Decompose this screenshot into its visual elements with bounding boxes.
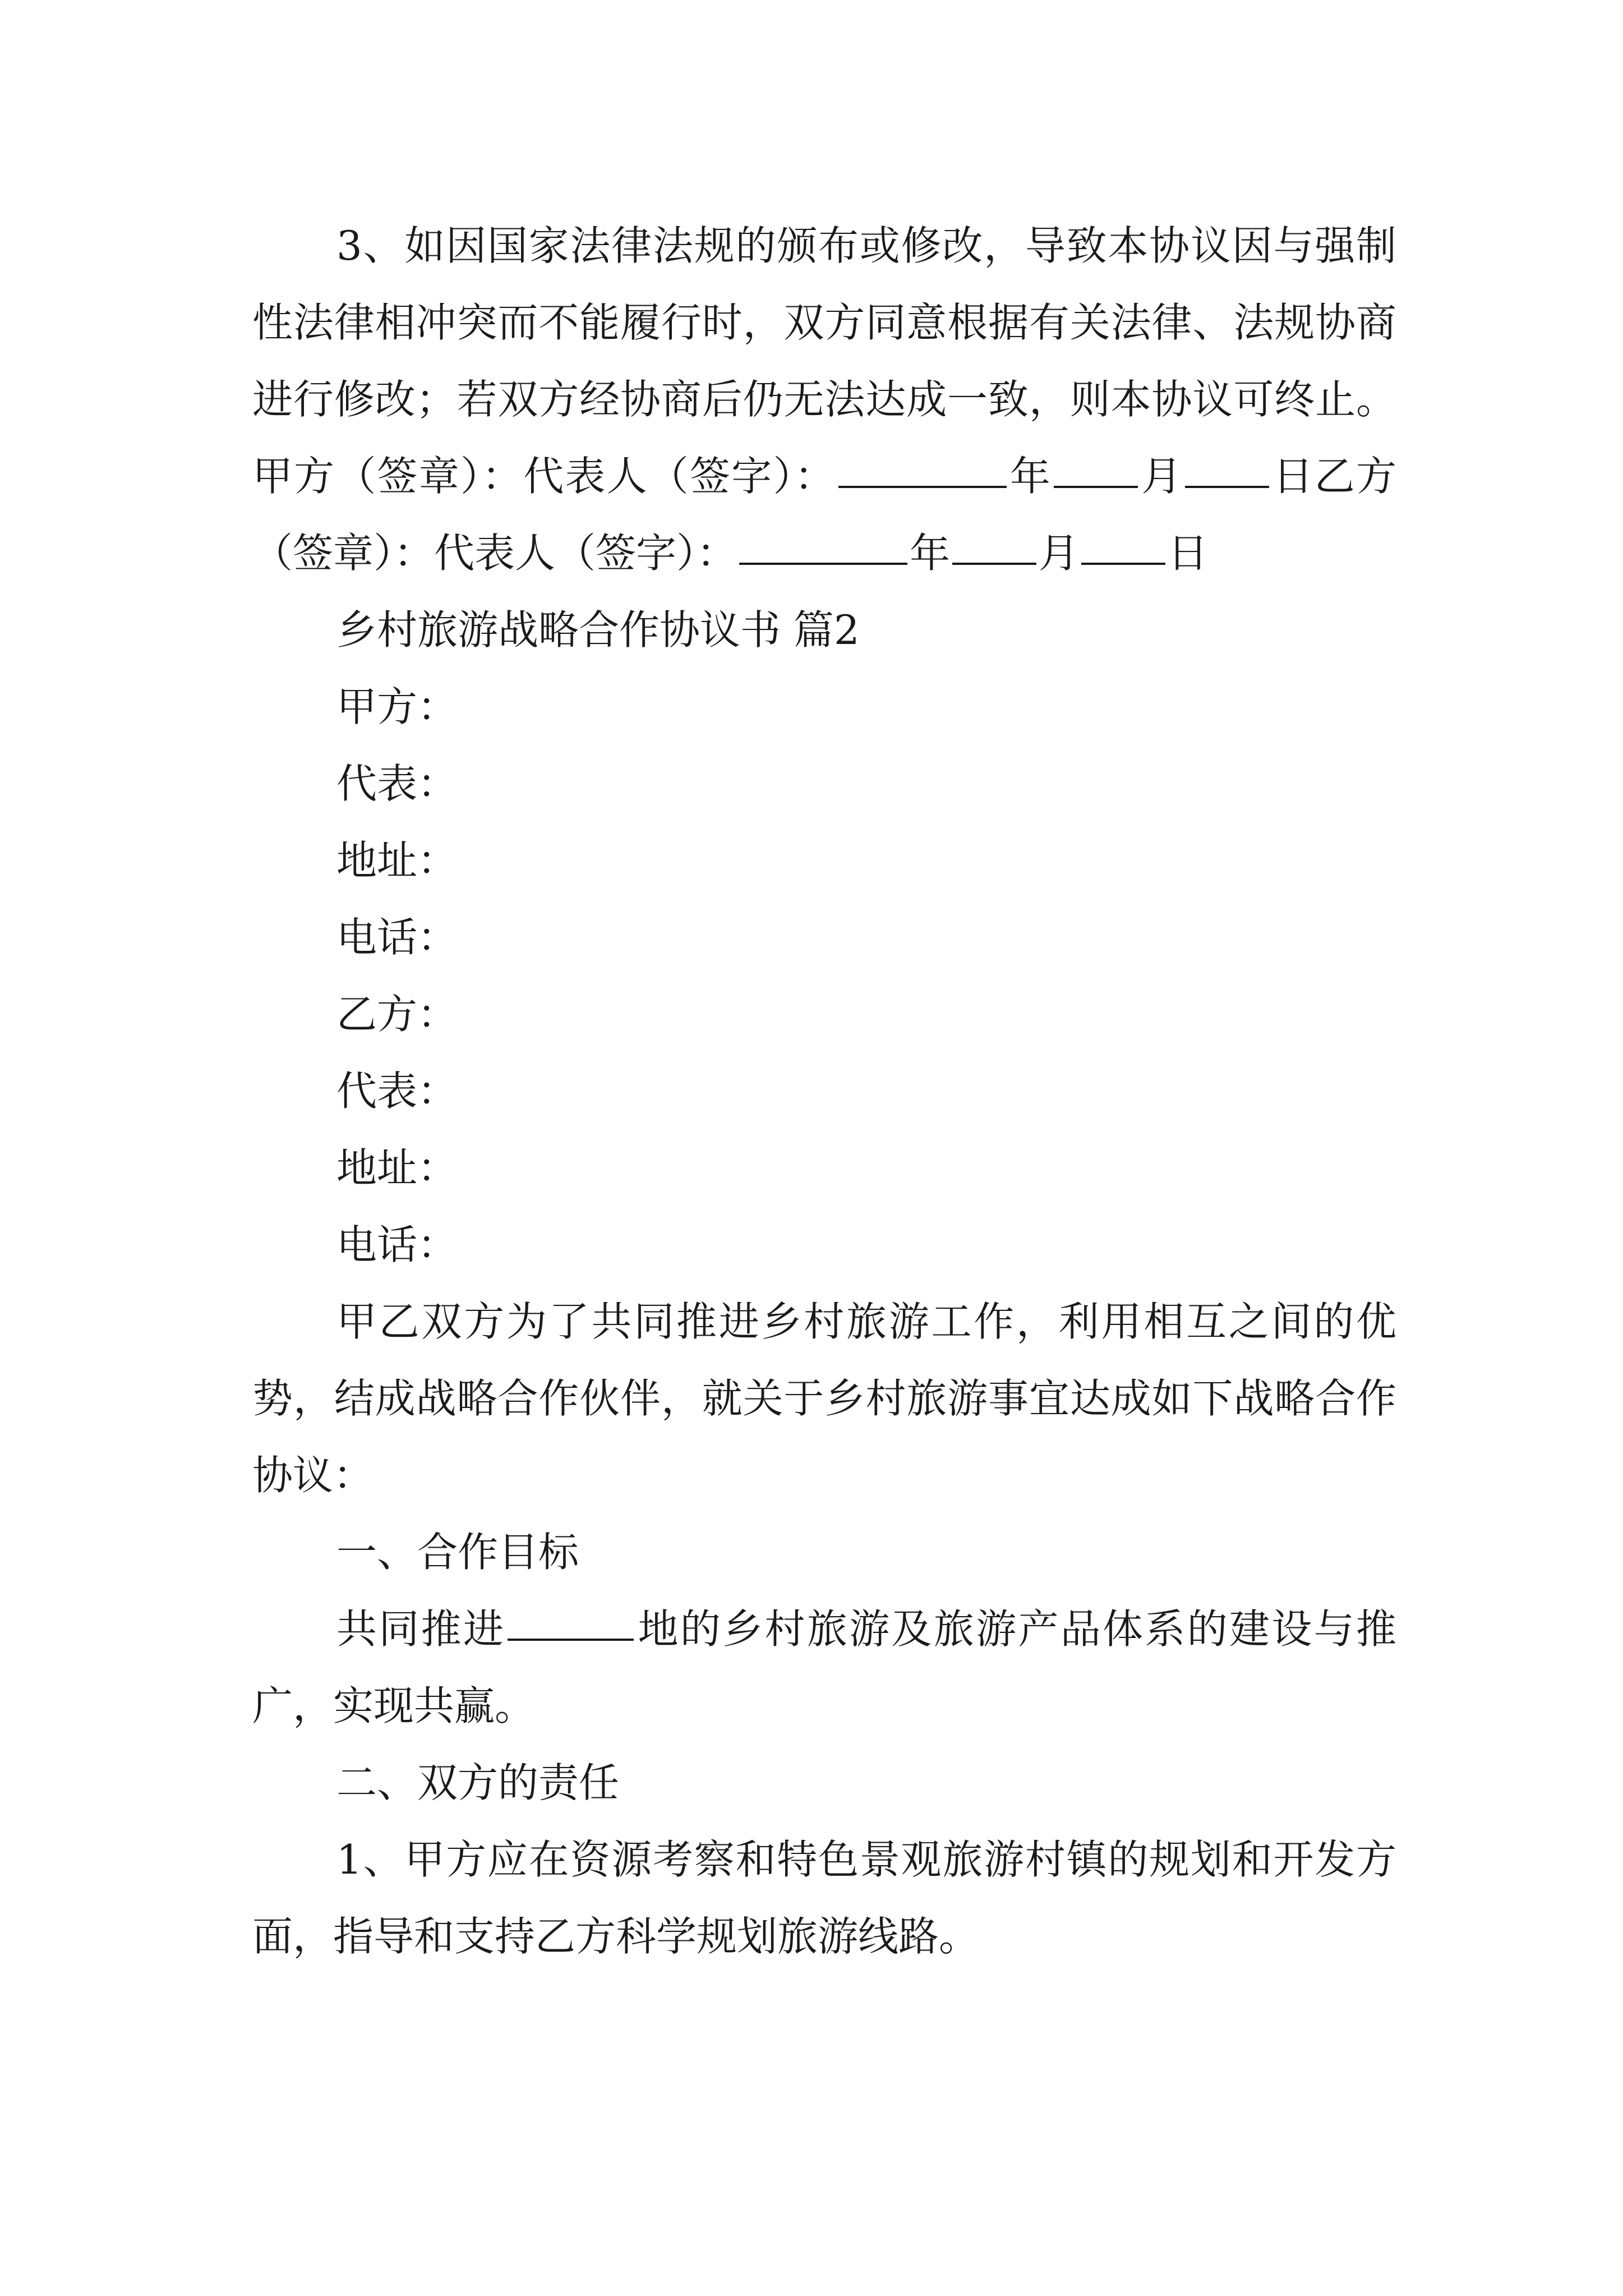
- month-label-b: 月: [1039, 530, 1080, 577]
- clause-3-text: 3、如因国家法律法规的颁布或修改，导致本协议因与强制性法律相冲突而不能履行时，双方同意根据有关法律、法规协商进行修改；若双方经协商后仍无法达成一致，则本协议可终止。甲方（签章）：代表人（签字）：: [252, 222, 1396, 500]
- party-a-name: 甲方：: [336, 683, 458, 730]
- month-label-a: 月: [1140, 453, 1183, 500]
- party-a-rep: 代表：: [336, 760, 458, 807]
- month-blank-b: [952, 563, 1036, 565]
- agreement-title-2: 乡村旅游战略合作协议书 篇2: [336, 606, 860, 654]
- year-label-a: 年: [1008, 453, 1052, 500]
- month-blank-a: [1054, 486, 1138, 488]
- day-blank-b: [1081, 563, 1165, 565]
- party-b-sign-text: 日乙方（签章）：代表人（签字）：: [252, 453, 1396, 577]
- signature-blank-a: [838, 486, 1007, 488]
- section-1-post: 地的乡村旅游及旅游产品体系的建设与推广，实现共赢。: [252, 1605, 1396, 1729]
- section-2-item-1: 1、甲方应在资源考察和特色景观旅游村镇的规划和开发方面，指导和支持乙方科学规划旅游线路。: [252, 1836, 1396, 1960]
- intro-paragraph: 甲乙双方为了共同推进乡村旅游工作，利用相互之间的优势，结成战略合作伙伴，就关于乡村旅游事宜达成如下战略合作协议：: [252, 1298, 1396, 1499]
- year-label-b: 年: [910, 530, 951, 577]
- section-2-heading: 二、双方的责任: [336, 1759, 620, 1806]
- day-blank-a: [1185, 486, 1269, 488]
- party-b-phone: 电话：: [336, 1221, 458, 1268]
- section-1-heading: 一、合作目标: [336, 1529, 579, 1576]
- section-1-body: [252, 1591, 1396, 1745]
- day-label-b: 日: [1168, 530, 1209, 577]
- party-b-rep: 代表：: [336, 1068, 458, 1115]
- party-a-address: 地址：: [336, 837, 458, 884]
- document-body: [252, 208, 1396, 1975]
- party-b-address: 地址：: [336, 1144, 458, 1191]
- location-blank: [508, 1639, 634, 1641]
- signature-blank-b: [739, 563, 907, 565]
- party-a-phone: 电话：: [336, 914, 458, 961]
- section-1-pre: 共同推进: [336, 1605, 506, 1653]
- party-b-name: 乙方：: [336, 991, 458, 1038]
- clause-3-paragraph: [252, 208, 1396, 592]
